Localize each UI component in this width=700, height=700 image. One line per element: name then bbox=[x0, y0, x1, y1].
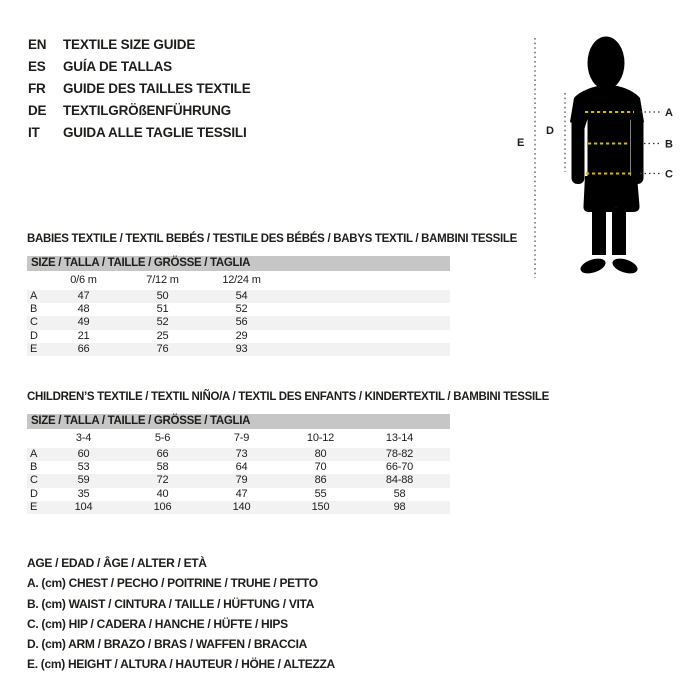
row-label: B bbox=[30, 303, 38, 316]
lang-code: FR bbox=[28, 81, 46, 96]
lang-row-it bbox=[28, 122, 251, 144]
table-cell: 35 bbox=[77, 487, 90, 500]
table-cell: 40 bbox=[156, 487, 169, 500]
column-header: 12/24 m bbox=[222, 274, 261, 286]
row-label: E bbox=[30, 342, 38, 355]
row-label: C bbox=[30, 316, 38, 329]
legend-height: E. (cm) HEIGHT / ALTURA / HAUTEUR / HÖHE / ALTEZZA bbox=[27, 657, 335, 672]
label-hip-c: C bbox=[665, 168, 673, 181]
table-cell: 25 bbox=[156, 329, 169, 342]
table-cell: 21 bbox=[77, 329, 90, 342]
table-cell: 93 bbox=[235, 342, 248, 355]
table-cell: 150 bbox=[311, 500, 330, 513]
table-cell: 59 bbox=[77, 474, 90, 487]
table-cell: 86 bbox=[314, 474, 327, 487]
label-waist-b: B bbox=[665, 138, 673, 151]
table-cell: 66-70 bbox=[385, 461, 414, 474]
column-header: 0/6 m bbox=[70, 274, 97, 286]
table-cell: 80 bbox=[314, 448, 327, 461]
table-cell: 64 bbox=[235, 461, 248, 474]
table-row bbox=[27, 488, 450, 501]
table-cell: 47 bbox=[235, 487, 248, 500]
lang-code: EN bbox=[28, 37, 47, 52]
child-silhouette-icon bbox=[570, 37, 644, 277]
row-label: A bbox=[30, 448, 38, 461]
lang-title: GUÍA DE TALLAS bbox=[63, 59, 172, 74]
table-row bbox=[27, 330, 450, 343]
table-cell: 52 bbox=[156, 316, 169, 329]
legend-age: AGE / EDAD / ÂGE / ALTER / ETÀ bbox=[27, 556, 207, 570]
lang-code: IT bbox=[28, 125, 40, 140]
table-cell: 52 bbox=[235, 303, 248, 316]
table-cell: 66 bbox=[77, 342, 90, 355]
table-cell: 98 bbox=[393, 500, 406, 513]
table-cell: 49 bbox=[77, 316, 90, 329]
column-header: 7-9 bbox=[233, 432, 250, 444]
table-cell: 55 bbox=[314, 487, 327, 500]
lang-code: ES bbox=[28, 59, 46, 74]
lang-title: GUIDE DES TAILLES TEXTILE bbox=[63, 81, 251, 96]
measurement-diagram bbox=[505, 28, 690, 292]
lang-title: TEXTILGRÖßENFÜHRUNG bbox=[63, 103, 231, 118]
table-cell: 50 bbox=[156, 290, 169, 303]
table-cell: 76 bbox=[156, 342, 169, 355]
table-cell: 66 bbox=[156, 448, 169, 461]
table-cell: 48 bbox=[77, 303, 90, 316]
table-row bbox=[27, 343, 450, 356]
table-cell: 51 bbox=[156, 303, 169, 316]
babies-section-title: BABIES TEXTILE / TEXTIL BEBÉS / TESTILE DES BÉBÉS / BABYS TEXTIL / BAMBINI TESSILE bbox=[27, 233, 517, 245]
legend-arm: D. (cm) ARM / BRAZO / BRAS / WAFFEN / BRACCIA bbox=[27, 637, 308, 652]
babies-size-header-bar: SIZE / TALLA / TAILLE / GRÖSSE / TAGLIA bbox=[27, 256, 450, 271]
table-row bbox=[27, 448, 450, 461]
children-section bbox=[27, 390, 550, 514]
lang-title: TEXTILE SIZE GUIDE bbox=[63, 37, 196, 52]
babies-section bbox=[27, 232, 517, 356]
row-label: D bbox=[30, 487, 38, 500]
babies-column-header bbox=[27, 271, 450, 290]
table-cell: 140 bbox=[232, 500, 251, 513]
table-cell: 54 bbox=[235, 290, 248, 303]
table-cell: 53 bbox=[77, 461, 90, 474]
legend-waist: B. (cm) WAIST / CINTURA / TAILLE / HÜFTUNG / VITA bbox=[27, 596, 315, 611]
row-label: C bbox=[30, 474, 38, 487]
table-cell: 79 bbox=[235, 474, 248, 487]
table-cell: 106 bbox=[153, 500, 172, 513]
table-row bbox=[27, 316, 450, 329]
table-row bbox=[27, 461, 450, 474]
table-row bbox=[27, 290, 450, 303]
row-label: D bbox=[30, 329, 38, 342]
language-title-block bbox=[28, 34, 251, 144]
table-row bbox=[27, 303, 450, 316]
table-cell: 56 bbox=[235, 316, 248, 329]
table-cell: 78-82 bbox=[385, 448, 414, 461]
row-label: A bbox=[30, 290, 38, 303]
lang-row-en bbox=[28, 34, 251, 56]
table-cell: 58 bbox=[156, 461, 169, 474]
children-column-header bbox=[27, 429, 450, 448]
label-arm-d: D bbox=[546, 125, 554, 137]
lang-title: GUIDA ALLE TAGLIE TESSILI bbox=[63, 125, 247, 140]
lang-code: DE bbox=[28, 103, 47, 118]
table-cell: 60 bbox=[77, 448, 90, 461]
children-section-title: CHILDREN’S TEXTILE / TEXTIL NIÑO/A / TEXTIL DES ENFANTS / KINDERTEXTIL / BAMBINI TESSILE bbox=[27, 391, 550, 403]
legend-chest: A. (cm) CHEST / PECHO / POITRINE / TRUHE / PETTO bbox=[27, 576, 318, 591]
children-size-header-bar: SIZE / TALLA / TAILLE / GRÖSSE / TAGLIA bbox=[27, 414, 450, 429]
column-header: 7/12 m bbox=[146, 274, 179, 286]
column-header: 13-14 bbox=[385, 432, 414, 444]
table-cell: 72 bbox=[156, 474, 169, 487]
lang-row-de bbox=[28, 100, 251, 122]
table-cell: 47 bbox=[77, 290, 90, 303]
table-cell: 73 bbox=[235, 448, 248, 461]
measurement-legend bbox=[27, 553, 335, 675]
table-cell: 58 bbox=[393, 487, 406, 500]
table-row bbox=[27, 474, 450, 487]
row-label: E bbox=[30, 500, 38, 513]
table-cell: 84-88 bbox=[385, 474, 414, 487]
lang-row-fr bbox=[28, 78, 251, 100]
table-cell: 29 bbox=[235, 329, 248, 342]
column-header: 10-12 bbox=[306, 432, 335, 444]
table-row bbox=[27, 501, 450, 514]
table-cell: 70 bbox=[314, 461, 327, 474]
column-header: 3-4 bbox=[75, 432, 92, 444]
legend-hip: C. (cm) HIP / CADERA / HANCHE / HÜFTE / HIPS bbox=[27, 616, 288, 631]
column-header: 5-6 bbox=[154, 432, 171, 444]
row-label: B bbox=[30, 461, 38, 474]
table-cell: 104 bbox=[74, 500, 93, 513]
label-height-e: E bbox=[517, 137, 525, 149]
lang-row-es bbox=[28, 56, 251, 78]
label-chest-a: A bbox=[665, 107, 673, 119]
